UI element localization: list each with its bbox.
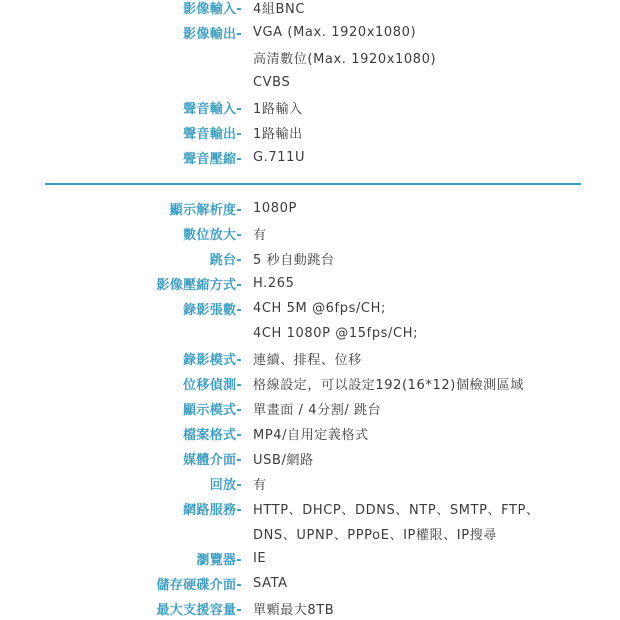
spec-value: IE <box>253 551 267 566</box>
spec-row-continuation <box>0 70 620 95</box>
spec-label: 最大支援容量- <box>156 603 242 618</box>
section-divider <box>45 183 581 185</box>
spec-value: 單顆最大8TB <box>253 603 335 618</box>
spec-label: 顯示模式- <box>183 403 242 418</box>
spec-label: 聲音壓縮- <box>183 152 242 167</box>
spec-row <box>0 346 620 371</box>
spec-label: 錄影模式- <box>183 353 242 368</box>
spec-label: 網路服務- <box>183 503 242 518</box>
spec-label: 數位放大- <box>183 228 242 243</box>
spec-row-continuation <box>0 321 620 346</box>
spec-row <box>0 496 620 521</box>
spec-value: HTTP、DHCP、DDNS、NTP、SMTP、FTP、 <box>253 503 540 518</box>
spec-label: 跳台- <box>209 253 242 268</box>
spec-row-continuation <box>0 521 620 546</box>
spec-value: 有 <box>253 228 267 243</box>
spec-value: CVBS <box>253 75 291 90</box>
spec-value: 1路輸出 <box>253 127 303 142</box>
spec-row <box>0 296 620 321</box>
spec-value: 4組BNC <box>253 2 305 17</box>
spec-row <box>0 596 620 620</box>
spec-value: G.711U <box>253 150 306 165</box>
spec-row <box>0 571 620 596</box>
spec-value: 連續、排程、位移 <box>253 353 362 368</box>
spec-value: 4CH 1080P @15fps/CH; <box>253 326 419 341</box>
spec-label: 位移偵測- <box>183 378 242 393</box>
spec-label: 顯示解析度- <box>169 203 242 218</box>
spec-label: 影像輸入- <box>183 2 242 17</box>
spec-row <box>0 396 620 421</box>
spec-row <box>0 221 620 246</box>
spec-row <box>0 471 620 496</box>
spec-row <box>0 271 620 296</box>
spec-label: 影像壓縮方式- <box>156 278 242 293</box>
spec-row <box>0 95 620 120</box>
spec-value: H.265 <box>253 276 295 291</box>
spec-row <box>0 421 620 446</box>
spec-label: 聲音輸出- <box>183 127 242 142</box>
spec-value: 5 秒自動跳台 <box>253 253 335 268</box>
spec-label: 影像輸出- <box>183 27 242 42</box>
spec-value: 高清數位(Max. 1920x1080) <box>253 52 437 67</box>
spec-value: SATA <box>253 576 288 591</box>
spec-label: 聲音輸入- <box>183 102 242 117</box>
spec-row <box>0 196 620 221</box>
spec-row <box>0 120 620 145</box>
spec-value: 4CH 5M @6fps/CH; <box>253 301 386 316</box>
spec-label: 錄影張數- <box>183 303 242 318</box>
spec-row <box>0 371 620 396</box>
spec-value: 1080P <box>253 201 297 216</box>
spec-row <box>0 145 620 170</box>
spec-value: 單畫面 / 4分割/ 跳台 <box>253 403 382 418</box>
spec-value: VGA (Max. 1920x1080) <box>253 25 417 40</box>
spec-value: MP4/自用定義格式 <box>253 428 369 443</box>
spec-value: 1路輸入 <box>253 102 303 117</box>
spec-row <box>0 246 620 271</box>
spec-label: 回放- <box>209 478 242 493</box>
spec-row <box>0 446 620 471</box>
spec-value: 格線設定，可以設定192(16*12)個檢測區域 <box>253 378 524 393</box>
spec-row <box>0 20 620 45</box>
spec-label: 儲存硬碟介面- <box>156 578 242 593</box>
spec-row <box>0 0 620 20</box>
spec-value: DNS、UPNP、PPPoE、IP權限、IP搜尋 <box>253 528 497 543</box>
spec-value: USB/網路 <box>253 453 314 468</box>
spec-label: 媒體介面- <box>183 453 242 468</box>
spec-value: 有 <box>253 478 267 493</box>
spec-label: 瀏覽器- <box>196 553 242 568</box>
spec-row <box>0 546 620 571</box>
spec-row-continuation <box>0 45 620 70</box>
spec-label: 檔案格式- <box>183 428 242 443</box>
